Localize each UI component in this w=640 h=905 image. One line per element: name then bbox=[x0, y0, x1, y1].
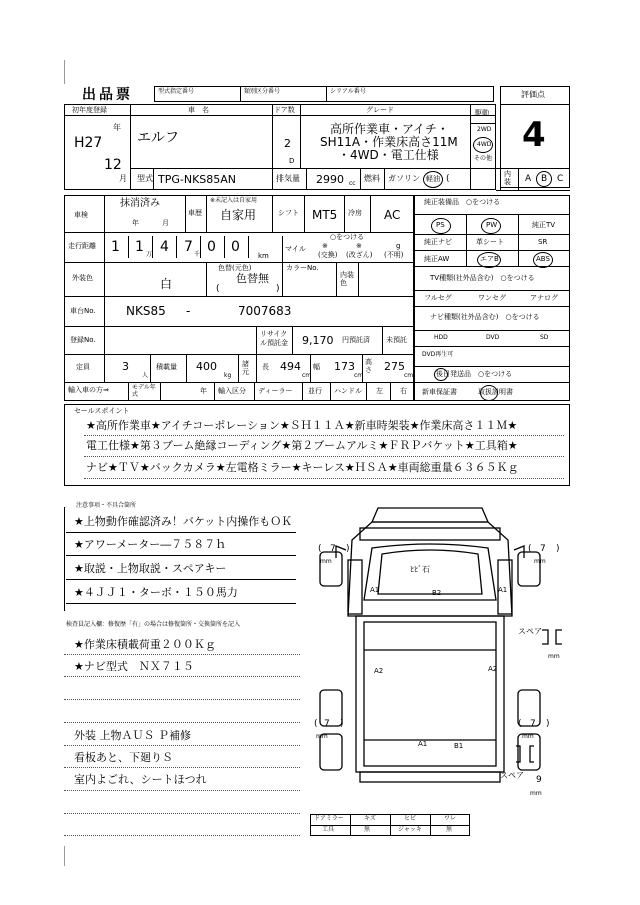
damage-b2-top: B2 bbox=[432, 589, 442, 597]
equip-tv: 純正TV bbox=[532, 221, 556, 229]
recycle-status: 未預託 bbox=[386, 336, 407, 344]
recycle-value: 9,170 bbox=[302, 334, 334, 347]
chassis-dash: - bbox=[186, 304, 191, 318]
registration-label: 登録No. bbox=[70, 336, 96, 344]
mileage-modified: (改ざん) bbox=[346, 251, 373, 259]
dvd-playback: DVD再生可 bbox=[422, 351, 454, 358]
color-no-label: カラーNo. bbox=[286, 264, 319, 272]
mileage-sen: 千 bbox=[194, 251, 201, 258]
doors-label: ドア数 bbox=[274, 106, 295, 114]
chassis-label: 車台No. bbox=[70, 307, 96, 315]
legend-value-2: 無 bbox=[446, 826, 453, 833]
tire-bracket-bl-open: ( bbox=[314, 719, 318, 729]
model-year-label: モデル年式 bbox=[132, 384, 156, 398]
seats-value: 3 bbox=[122, 360, 129, 373]
color-value: 白 bbox=[160, 277, 173, 291]
mileage-digit-5: 0 bbox=[207, 239, 216, 255]
drive-other: その他 bbox=[474, 155, 493, 162]
inspector-label: 検査員記入欄：修復歴「有」の場合は修復箇所・交換箇所を記入 bbox=[66, 621, 241, 628]
rear-title-circle bbox=[434, 368, 448, 381]
displacement-label: 排気量 bbox=[276, 174, 300, 183]
mileage-circle-note: ○をつける bbox=[330, 233, 365, 241]
tire-rear-right-unit: mm bbox=[522, 733, 534, 740]
equip-ps: PS bbox=[436, 221, 445, 229]
legend-value-jack: ジャッキ bbox=[398, 826, 422, 833]
color-change-value: 色替無 bbox=[236, 272, 269, 285]
navi-title: ナビ種類(社外品含む) ○をつける bbox=[430, 313, 540, 321]
model-year-unit: 年 bbox=[200, 387, 207, 395]
note-line-4: ★４ＪＪ１・ターボ・１５０馬力 bbox=[74, 586, 238, 599]
first-reg-month: 12 bbox=[104, 157, 122, 173]
mileage-digit-1: 1 bbox=[111, 239, 120, 255]
inspection-value: 抹消済み bbox=[120, 198, 160, 209]
color-paren-open: ( bbox=[216, 284, 220, 294]
height-label: 高さ bbox=[365, 358, 372, 374]
legend-value-1: 無 bbox=[364, 826, 371, 833]
mileage-mile: マイル bbox=[285, 245, 306, 253]
seats-label: 定員 bbox=[76, 363, 90, 371]
mileage-mark-modified: ※ bbox=[356, 242, 362, 250]
rear-manual-circle bbox=[480, 385, 498, 401]
equip-leather: 革シート bbox=[476, 238, 504, 246]
score-value: 4 bbox=[522, 115, 546, 155]
tire-rear-right-value: 7 bbox=[530, 719, 536, 729]
score-label: 評価点 bbox=[521, 90, 545, 99]
grade-line-2: SH11A・作業床高さ11M bbox=[320, 135, 458, 149]
equip-abs-circle bbox=[533, 252, 553, 268]
tv-oneseg: ワンセグ bbox=[478, 294, 506, 302]
tire-bracket-tl-close: ) bbox=[346, 544, 350, 554]
first-reg-label: 初年度登録 bbox=[72, 106, 107, 114]
handle-right: 右 bbox=[400, 387, 407, 395]
doors-d: D bbox=[289, 157, 295, 165]
shift-label: シフト bbox=[278, 209, 299, 217]
equip-pw: PW bbox=[486, 221, 498, 229]
height-unit: cm bbox=[404, 372, 414, 379]
legend-header-crack: ヒビ bbox=[404, 815, 417, 822]
sales-point-line-2: 電工仕様★第３ブーム絶縁コーディング★第２ブームアルミ★ＦＲＰバケット★工具箱★ bbox=[86, 439, 518, 452]
legend-header-mirror: ドアミラー bbox=[314, 815, 344, 822]
chassis-number: 7007683 bbox=[238, 304, 292, 318]
inspector-line-7: 室内よごれ、シートほつれ bbox=[74, 773, 207, 786]
damage-b1-bottom: B1 bbox=[454, 742, 464, 750]
ac-label: 冷房 bbox=[348, 209, 362, 217]
mileage-unknown: (不明) bbox=[384, 251, 404, 259]
equip-ps-circle bbox=[431, 218, 451, 234]
inspection-label: 車検 bbox=[74, 211, 88, 219]
fuel-paren: ( bbox=[446, 174, 450, 184]
tire-bracket-tr-close: ) bbox=[556, 544, 560, 554]
category-label: 類別区分番号 bbox=[244, 88, 281, 95]
type-designation-label: 型式指定番号 bbox=[158, 88, 195, 95]
mileage-mark-exchange: ※ bbox=[322, 242, 328, 250]
model-label: 型式 bbox=[137, 174, 153, 183]
legend-value-tool: 工具 bbox=[322, 826, 335, 833]
mileage-digit-2: 1 bbox=[135, 239, 144, 255]
height-value: 275 bbox=[384, 360, 405, 373]
history-note: ※未記入は自家用 bbox=[210, 197, 258, 204]
mileage-digit-3: 4 bbox=[160, 239, 169, 255]
tire-rear-left-value: 7 bbox=[324, 719, 330, 729]
tire-front-left-unit: mm bbox=[320, 558, 332, 565]
inspector-line-5: 外装 上物ＡＵＳ Ｐ補修 bbox=[74, 729, 191, 742]
import-dealer: ディーラー bbox=[258, 387, 293, 395]
sales-point-line-1: ★高所作業車★アイチコーポレーション★ＳＨ１１Ａ★新車時架装★作業床高さ１１Ｍ★ bbox=[86, 419, 518, 432]
model-value: TPG-NKS85AN bbox=[158, 173, 237, 186]
id-number-box bbox=[154, 86, 494, 102]
chassis-prefix: NKS85 bbox=[126, 304, 166, 318]
tire-rear-left-unit: mm bbox=[316, 733, 328, 740]
sales-points-label: セールスポイント bbox=[74, 407, 130, 415]
equip-pw-circle bbox=[481, 218, 501, 234]
equipment-title: 純正装備品 ○をつける bbox=[424, 198, 501, 206]
spare-top-unit: mm bbox=[548, 653, 560, 660]
inspector-line-2: ★ナビ型式 ＮＸ７１５ bbox=[74, 660, 194, 673]
interior-c: C bbox=[557, 174, 564, 184]
grade-label: グレード bbox=[366, 106, 394, 114]
tire-bracket-br-close: ) bbox=[546, 719, 550, 729]
import-parallel: 並行 bbox=[308, 387, 322, 395]
damage-a2-right: A2 bbox=[488, 665, 498, 673]
damage-windshield: ﾋﾋﾞ石 bbox=[410, 565, 430, 574]
shift-value: MT5 bbox=[312, 208, 338, 222]
car-name: エルフ bbox=[137, 130, 179, 146]
grade-line-1: 高所作業車・アイチ・ bbox=[330, 122, 449, 136]
width-value: 173 bbox=[334, 360, 355, 373]
month-unit: 月 bbox=[119, 174, 127, 183]
tv-fullseg: フルセグ bbox=[424, 294, 452, 302]
tire-bracket-tl-open: ( bbox=[318, 544, 322, 554]
load-label: 積載量 bbox=[156, 363, 177, 371]
interior-a: A bbox=[525, 174, 532, 184]
tire-bracket-br-open: ( bbox=[518, 719, 522, 729]
spare-label-bottom: スペア bbox=[500, 771, 524, 780]
fuel-label: 燃料 bbox=[364, 174, 380, 183]
sheet-title: 出品票 bbox=[82, 87, 133, 103]
drive-2wd: 2WD bbox=[477, 126, 492, 133]
dims-label: 諸元 bbox=[242, 360, 249, 376]
note-line-2: ★アワーメーター―７５８７ｈ bbox=[74, 538, 227, 551]
ac-value: AC bbox=[384, 208, 401, 222]
mileage-man: 万 bbox=[146, 251, 153, 258]
spare-label-top: スペア bbox=[518, 627, 542, 636]
mileage-mark-unknown: g bbox=[396, 242, 401, 250]
fuel-diesel: 軽油 bbox=[426, 175, 440, 183]
equip-airbag: エアB bbox=[480, 255, 499, 263]
fuel-gasoline: ガソリン bbox=[388, 174, 420, 183]
damage-a1-bottom: A1 bbox=[418, 740, 428, 748]
equip-aw: 純正AW bbox=[424, 255, 450, 263]
tv-title: TV種類(社外品含む) ○をつける bbox=[430, 274, 535, 282]
mileage-exchange: (交換) bbox=[318, 251, 338, 259]
length-label: 長 bbox=[262, 363, 269, 371]
mileage-km: km bbox=[258, 252, 269, 260]
drive-label: 駆動 bbox=[475, 109, 489, 117]
import-route-label: 輸入区分 bbox=[218, 387, 246, 395]
load-unit: kg bbox=[224, 372, 232, 379]
handle-left: 左 bbox=[376, 387, 383, 395]
interior-b-circle bbox=[536, 171, 552, 187]
tire-bracket-bl-close: ) bbox=[340, 719, 344, 729]
tire-front-right-value: 7 bbox=[540, 544, 546, 554]
displacement-unit: cc bbox=[349, 180, 356, 187]
displacement-value: 2990 bbox=[316, 173, 344, 186]
tire-front-right-unit: mm bbox=[534, 558, 546, 565]
tire-front-left-value: 7 bbox=[330, 544, 336, 554]
rear-title: 後日発送品 ○をつける bbox=[436, 370, 513, 378]
navi-hdd: HDD bbox=[434, 334, 448, 341]
history-label: 車歴 bbox=[188, 209, 202, 217]
seats-unit: 人 bbox=[142, 372, 149, 379]
mileage-digit-4: 7 bbox=[184, 239, 193, 255]
inspection-year: 年 bbox=[132, 219, 139, 227]
car-name-label: 車 名 bbox=[188, 106, 209, 114]
mileage-digit-6: 0 bbox=[231, 239, 240, 255]
legend-header-break: ワレ bbox=[444, 815, 457, 822]
year-unit: 年 bbox=[113, 123, 121, 132]
rear-warranty: 新車保証書 bbox=[422, 388, 457, 396]
serial-label: シリアル番号 bbox=[330, 88, 366, 95]
tire-bracket-tr-open: ( bbox=[528, 544, 532, 554]
note-line-3: ★取説・上物取説・スペアキー bbox=[74, 562, 227, 575]
recycle-label: リサイクル預託金 bbox=[260, 330, 288, 347]
damage-a1-top-left: A1 bbox=[370, 586, 380, 594]
length-unit: cm bbox=[302, 372, 312, 379]
fuel-diesel-circle bbox=[423, 171, 443, 188]
notes-label: 注意事項・不具合箇所 bbox=[76, 502, 137, 509]
drive-4wd-circle bbox=[473, 137, 493, 153]
interior-label: 内装 bbox=[504, 170, 511, 186]
width-unit: cm bbox=[354, 372, 364, 379]
interior-b: B bbox=[541, 174, 548, 184]
width-label: 幅 bbox=[313, 363, 320, 371]
tv-analog: アナログ bbox=[530, 294, 558, 302]
grade-line-3: ・4WD・電工仕様 bbox=[338, 148, 439, 162]
interior-color-label: 内装色 bbox=[340, 271, 354, 287]
damage-a2-left: A2 bbox=[374, 667, 384, 675]
equip-sr: SR bbox=[538, 238, 548, 246]
recycle-unit: 円預託済 bbox=[342, 336, 370, 344]
handle-label: ハンドル bbox=[334, 387, 362, 395]
note-line-1: ★上物動作確認済み！バケット内操作もＯＫ bbox=[74, 515, 293, 528]
doors-value: 2 bbox=[284, 137, 291, 150]
navi-sd: SD bbox=[540, 334, 549, 341]
drive-4wd: 4WD bbox=[477, 141, 492, 148]
inspector-line-6: 看板あと、下廻りＳ bbox=[74, 751, 173, 764]
rear-manual: 取扱説明書 bbox=[478, 388, 513, 396]
equip-navi: 純正ナビ bbox=[424, 238, 452, 246]
legend-header-scratch: キズ bbox=[364, 815, 376, 822]
first-reg-year: H27 bbox=[74, 135, 103, 151]
mileage-label: 走行距離 bbox=[68, 242, 96, 250]
equip-airbag-circle bbox=[477, 252, 501, 268]
spare-bottom-unit: mm bbox=[530, 790, 542, 797]
color-change-label: 色替(元色) bbox=[218, 264, 252, 272]
sales-point-line-3: ナビ★ＴＶ★バックカメラ★左電格ミラー★キーレス★ＨＳＡ★車両総重量６３６５Ｋｇ bbox=[86, 461, 519, 474]
color-label: 外装色 bbox=[72, 274, 93, 282]
spare-bottom-value: 9 bbox=[536, 775, 542, 785]
inspection-month: 月 bbox=[162, 219, 169, 227]
import-label: 輸入車の方⇒ bbox=[68, 386, 109, 394]
inspector-line-1: ★作業床積載荷重２００Ｋｇ bbox=[74, 638, 216, 651]
damage-a1-top-right: A1 bbox=[498, 586, 508, 594]
length-value: 494 bbox=[280, 360, 301, 373]
load-value: 400 bbox=[196, 360, 217, 373]
color-paren-close: ) bbox=[276, 284, 280, 294]
history-value: 自家用 bbox=[220, 208, 257, 222]
equip-abs: ABS bbox=[536, 255, 550, 263]
navi-dvd: DVD bbox=[486, 334, 500, 341]
